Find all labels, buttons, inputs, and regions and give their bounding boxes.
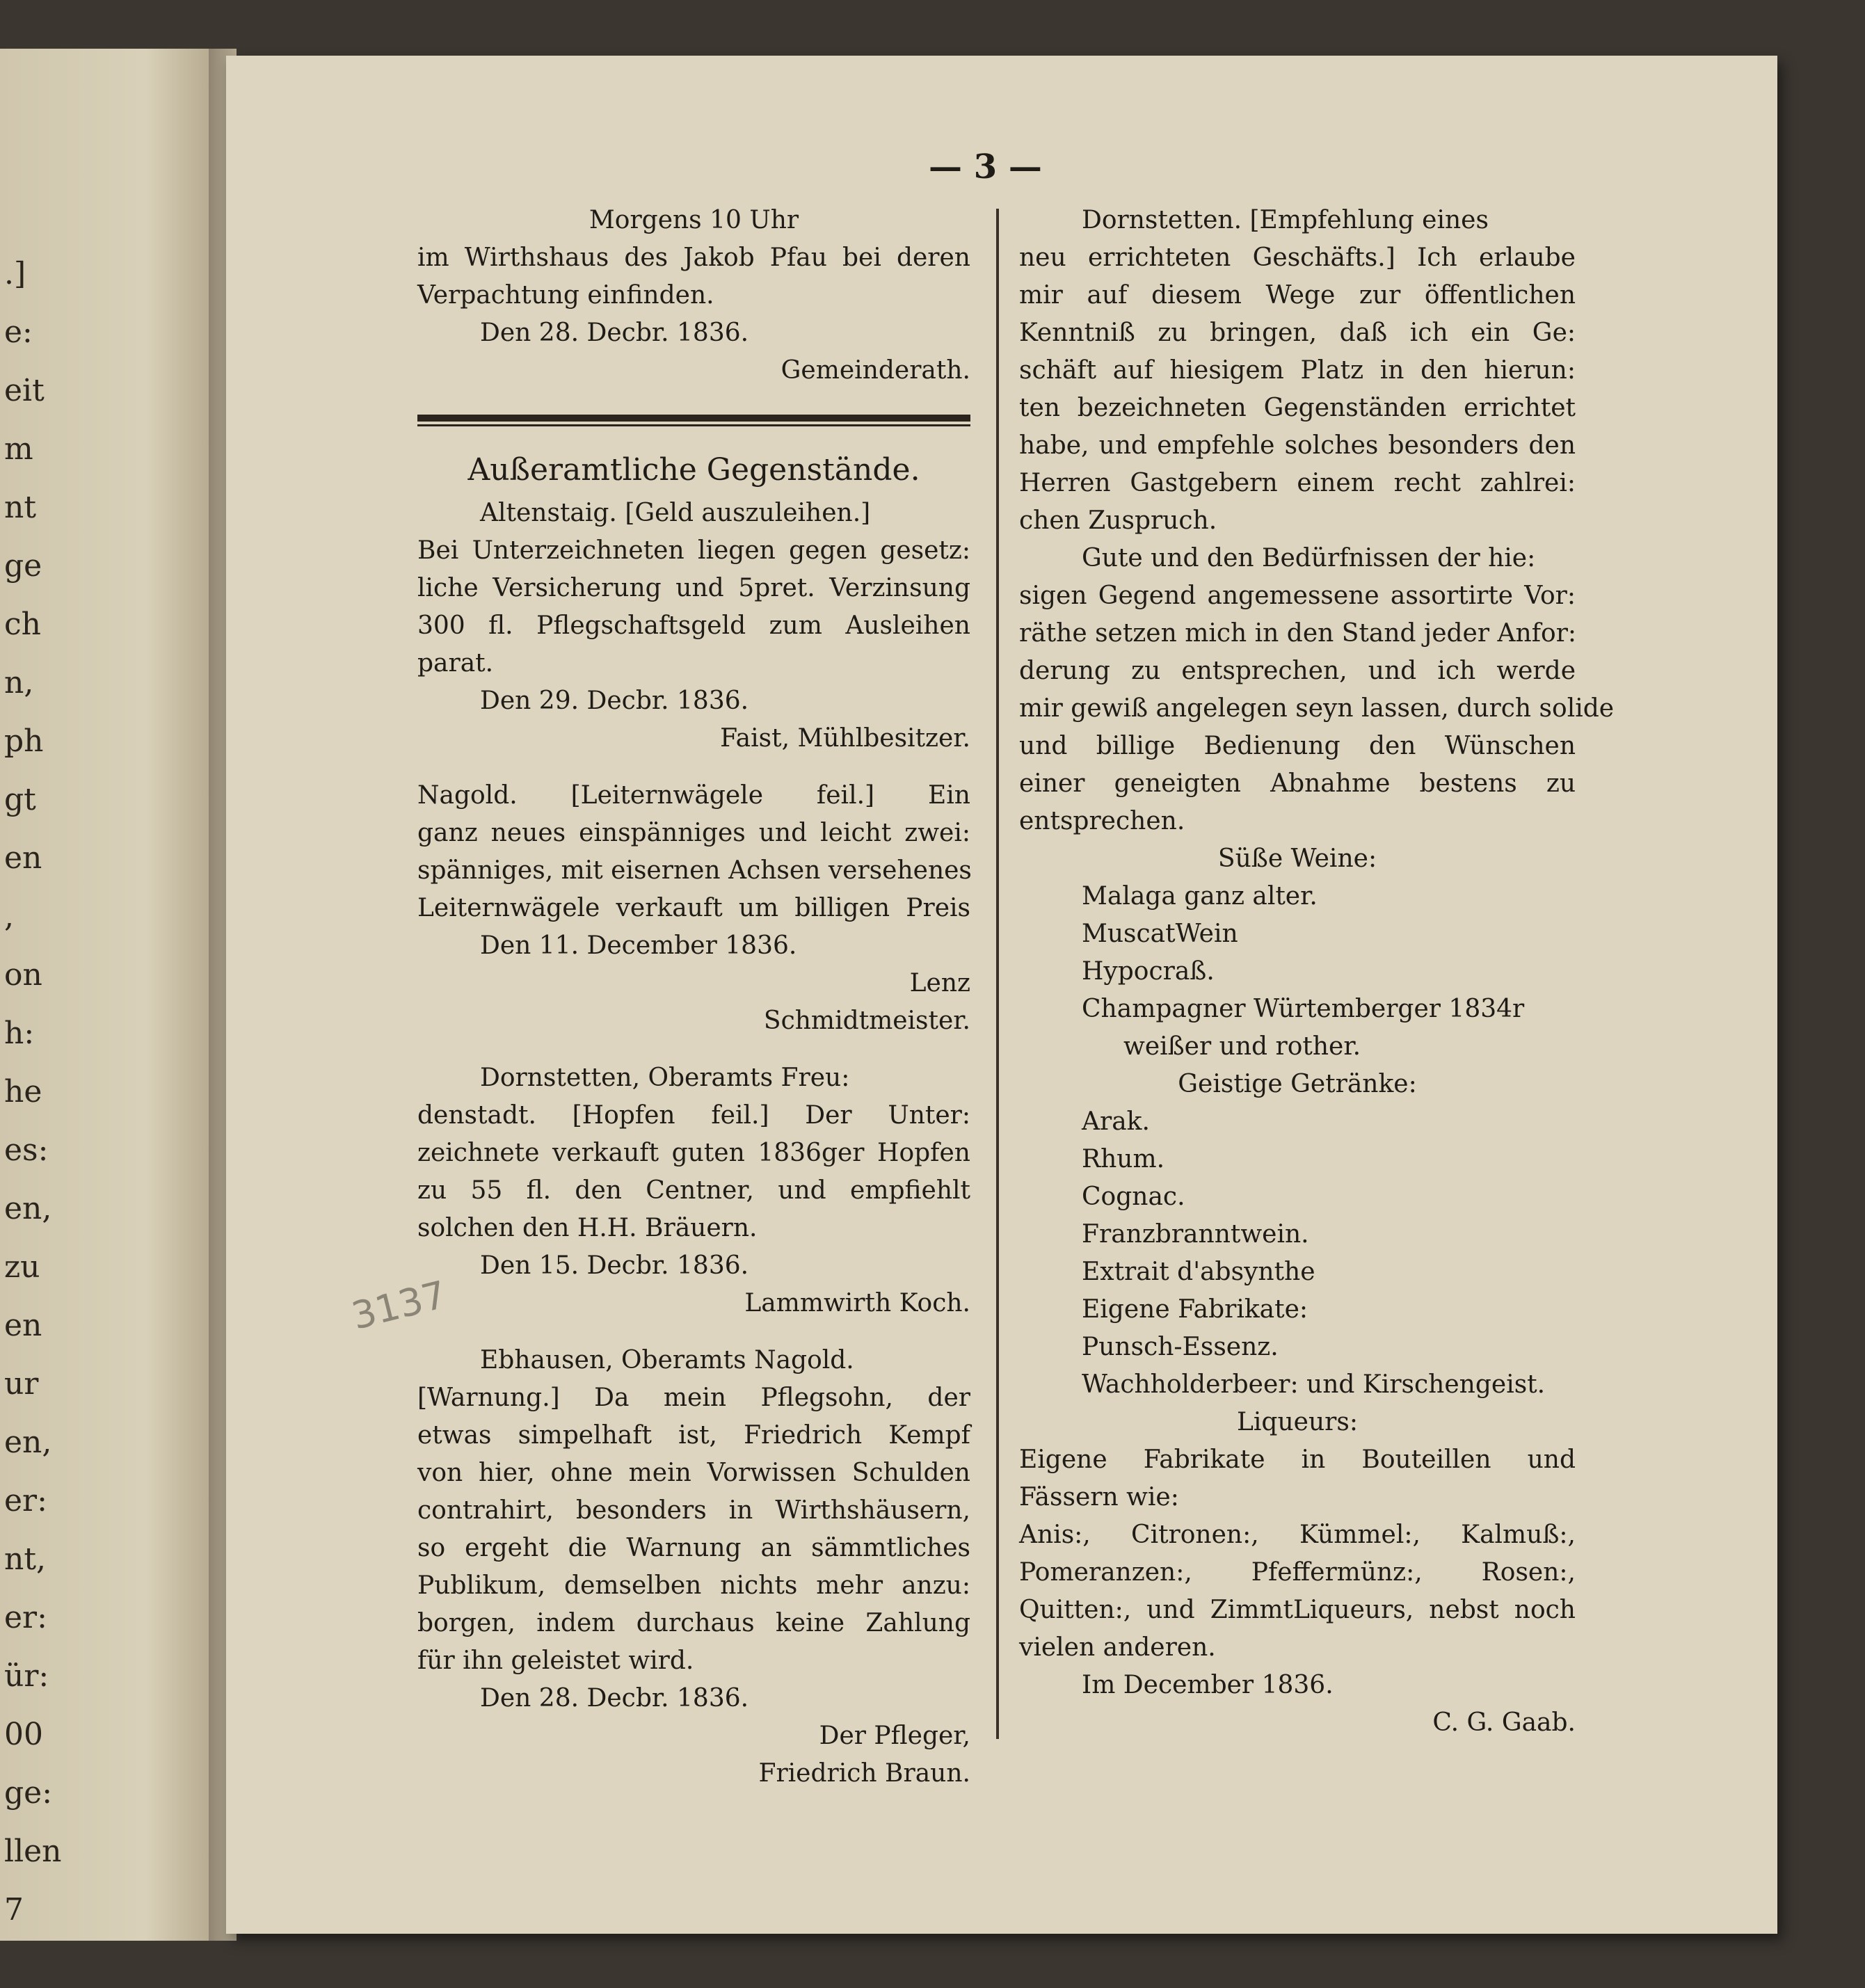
text-line: Den 29. Decbr. 1836. <box>480 687 749 715</box>
text-line: Anis:, Citronen:, Kümmel:, Kalmuß:, <box>1019 1521 1576 1549</box>
text-line: spänniges, mit eisernen Achsen versehenes <box>417 856 972 885</box>
text-line: Gute und den Bedürfnissen der hie: <box>1082 544 1536 572</box>
text-line: Verpachtung einfinden. <box>417 281 714 310</box>
previous-page-fragment: zu <box>4 1249 40 1285</box>
text-line: Dornstetten. [Empfehlung eines <box>1082 206 1489 234</box>
previous-page-fragment: llen <box>4 1834 62 1869</box>
text-line: und billige Bedienung den Wünschen <box>1019 732 1576 760</box>
previous-page-fragment: h: <box>4 1016 35 1051</box>
text-line: Morgens 10 Uhr <box>589 206 799 234</box>
text-line: Friedrich Braun. <box>758 1759 970 1788</box>
text-line: Dornstetten, Oberamts Freu: <box>480 1064 850 1092</box>
text-line: [Warnung.] Da mein Pflegsohn, der <box>417 1384 970 1412</box>
text-line: Punsch-Essenz. <box>1082 1333 1279 1361</box>
previous-page-fragment: es: <box>4 1132 49 1168</box>
section-heading: Außeramtliche Gegenstände. <box>467 452 920 488</box>
text-line: sigen Gegend angemessene assortirte Vor: <box>1019 582 1576 610</box>
text-line: Franzbranntwein. <box>1082 1220 1309 1249</box>
previous-page-fragment: e: <box>4 314 33 350</box>
text-line: Publikum, demselben nichts mehr anzu: <box>417 1571 970 1600</box>
text-line: solchen den H.H. Bräuern. <box>417 1214 758 1242</box>
previous-page-fragment: en <box>4 840 42 876</box>
text-line: Bei Unterzeichneten liegen gegen gesetz: <box>417 536 970 565</box>
text-line: schäft auf hiesigem Platz in den hierun: <box>1019 356 1576 385</box>
text-line: Den 11. December 1836. <box>480 931 797 960</box>
text-line: zu 55 fl. den Centner, und empfiehlt <box>417 1176 970 1205</box>
text-line: mir gewiß angelegen seyn lassen, durch solide <box>1019 694 1615 723</box>
previous-page-fragment: nt, <box>4 1541 47 1577</box>
text-line: Leiternwägele verkauft um billigen Preis <box>417 894 970 922</box>
text-line: Hypocraß. <box>1082 957 1215 986</box>
text-line: mir auf diesem Wege zur öffentlichen <box>1019 281 1576 310</box>
text-line: borgen, indem durchaus keine Zahlung <box>417 1609 970 1637</box>
text-line: Den 28. Decbr. 1836. <box>480 319 749 347</box>
text-line: Liqueurs: <box>1237 1408 1358 1436</box>
text-line: 300 fl. Pflegschaftsgeld zum Ausleihen <box>417 611 970 640</box>
text-line: Süße Weine: <box>1217 844 1377 873</box>
previous-page-fragment: ge <box>4 548 42 584</box>
text-line: so ergeht die Warnung an sämmtliches <box>417 1534 970 1562</box>
pencil-annotation: 3137 <box>347 1272 451 1338</box>
previous-page-fragment: .] <box>4 256 26 291</box>
text-line: entsprechen. <box>1019 807 1185 835</box>
text-line: neu errichteten Geschäfts.] Ich erlaube <box>1019 243 1576 272</box>
text-line: habe, und empfehle solches besonders den <box>1019 431 1576 460</box>
previous-page-fragment: on <box>4 957 42 993</box>
previous-page-fragment: m <box>4 431 33 467</box>
text-line: Den 28. Decbr. 1836. <box>480 1684 749 1713</box>
text-line: zeichnete verkauft guten 1836ger Hopfen <box>417 1139 970 1167</box>
left-column <box>417 202 970 1793</box>
text-line: etwas simpelhaft ist, Friedrich Kempf <box>417 1421 970 1450</box>
text-line: Geistige Getränke: <box>1178 1070 1417 1098</box>
text-line: Quitten:, und ZimmtLiqueurs, nebst noch <box>1019 1596 1576 1624</box>
previous-page-fragment: ür: <box>4 1658 49 1694</box>
previous-page-fragment: he <box>4 1074 42 1109</box>
column-divider <box>996 209 999 1739</box>
previous-page-fragment: , <box>4 899 14 934</box>
text-line: derung zu entsprechen, und ich werde <box>1019 657 1576 685</box>
text-line: denstadt. [Hopfen feil.] Der Unter: <box>417 1101 970 1130</box>
previous-page-fragment: 00 <box>4 1717 43 1752</box>
right-column <box>1019 202 1615 1742</box>
text-line: parat. <box>417 649 494 678</box>
text-line: ten bezeichneten Gegenständen errichtet <box>1019 394 1576 422</box>
text-line: Extrait d'absynthe <box>1082 1258 1315 1286</box>
previous-page-fragment: er: <box>4 1483 47 1518</box>
text-line: chen Zuspruch. <box>1019 506 1217 535</box>
previous-page-fragment: er: <box>4 1600 47 1635</box>
text-line: Nagold. [Leiternwägele feil.] Ein <box>417 781 970 810</box>
page-number: — 3 — <box>929 147 1042 186</box>
text-line: Lammwirth Koch. <box>744 1289 970 1317</box>
previous-page-fragment: en, <box>4 1191 52 1226</box>
previous-page-fragment: ge: <box>4 1775 53 1811</box>
paragraph-gap <box>417 757 970 777</box>
text-line: Fässern wie: <box>1019 1483 1179 1512</box>
text-line: vielen anderen. <box>1019 1633 1216 1662</box>
text-line: Rhum. <box>1082 1145 1165 1173</box>
previous-page-fragment: nt <box>4 490 37 525</box>
text-line: Der Pfleger, <box>819 1722 970 1750</box>
text-line: Pomeranzen:, Pfeffermünz:, Rosen:, <box>1019 1558 1576 1587</box>
text-line: Im December 1836. <box>1082 1671 1334 1699</box>
previous-page-fragment: ph <box>4 723 44 759</box>
text-line: liche Versicherung und 5pret. Verzinsung <box>417 574 970 602</box>
text-line: Eigene Fabrikate: <box>1082 1295 1308 1324</box>
text-line: einer geneigten Abnahme bestens zu <box>1019 769 1576 798</box>
text-line: MuscatWein <box>1082 920 1238 948</box>
text-line: Gemeinderath. <box>781 356 970 385</box>
text-line: contrahirt, besonders in Wirthshäusern, <box>417 1496 970 1525</box>
paragraph-gap <box>417 1040 970 1059</box>
text-line: Ebhausen, Oberamts Nagold. <box>480 1346 854 1374</box>
text-line: C. G. Gaab. <box>1432 1708 1576 1737</box>
text-line: von hier, ohne mein Vorwissen Schulden <box>417 1459 970 1487</box>
previous-page-fragment: n, <box>4 665 34 700</box>
text-line: für ihn geleistet wird. <box>417 1646 694 1675</box>
text-line: Wachholderbeer: und Kirschengeist. <box>1082 1370 1546 1399</box>
text-line: Den 15. Decbr. 1836. <box>480 1251 749 1280</box>
text-line: Altenstaig. [Geld auszuleihen.] <box>480 499 871 527</box>
text-line: im Wirthshaus des Jakob Pfau bei deren <box>417 243 970 272</box>
text-line: weißer und rother. <box>1123 1032 1361 1061</box>
text-line: Faist, Mühlbesitzer. <box>720 724 970 753</box>
previous-page-fragment: gt <box>4 782 36 817</box>
previous-page-fragment: 7 <box>4 1892 24 1927</box>
text-line: Schmidtmeister. <box>763 1007 970 1035</box>
previous-page-fragment: eit <box>4 373 45 408</box>
section-rule-thin <box>417 424 970 426</box>
section-rule <box>417 415 970 422</box>
text-line: Kenntniß zu bringen, daß ich ein Ge: <box>1019 319 1576 347</box>
text-line: Champagner Würtemberger 1834r <box>1082 995 1525 1023</box>
text-line: Malaga ganz alter. <box>1082 882 1318 911</box>
previous-page-fragment: ur <box>4 1366 39 1402</box>
text-line: Arak. <box>1082 1107 1150 1136</box>
previous-page <box>0 49 209 1941</box>
text-line: ganz neues einspänniges und leicht zwei: <box>417 819 970 847</box>
text-line: Cognac. <box>1082 1183 1185 1211</box>
previous-page-fragment: ch <box>4 607 41 642</box>
previous-page-fragment: en, <box>4 1425 52 1460</box>
previous-page-fragment: en <box>4 1308 42 1343</box>
text-line: Herren Gastgebern einem recht zahlrei: <box>1019 469 1576 497</box>
text-line: räthe setzen mich in den Stand jeder Anfor: <box>1019 619 1577 648</box>
text-line: Eigene Fabrikate in Bouteillen und <box>1019 1445 1576 1474</box>
paragraph-gap <box>417 1322 970 1342</box>
text-line: Lenz <box>909 969 970 997</box>
